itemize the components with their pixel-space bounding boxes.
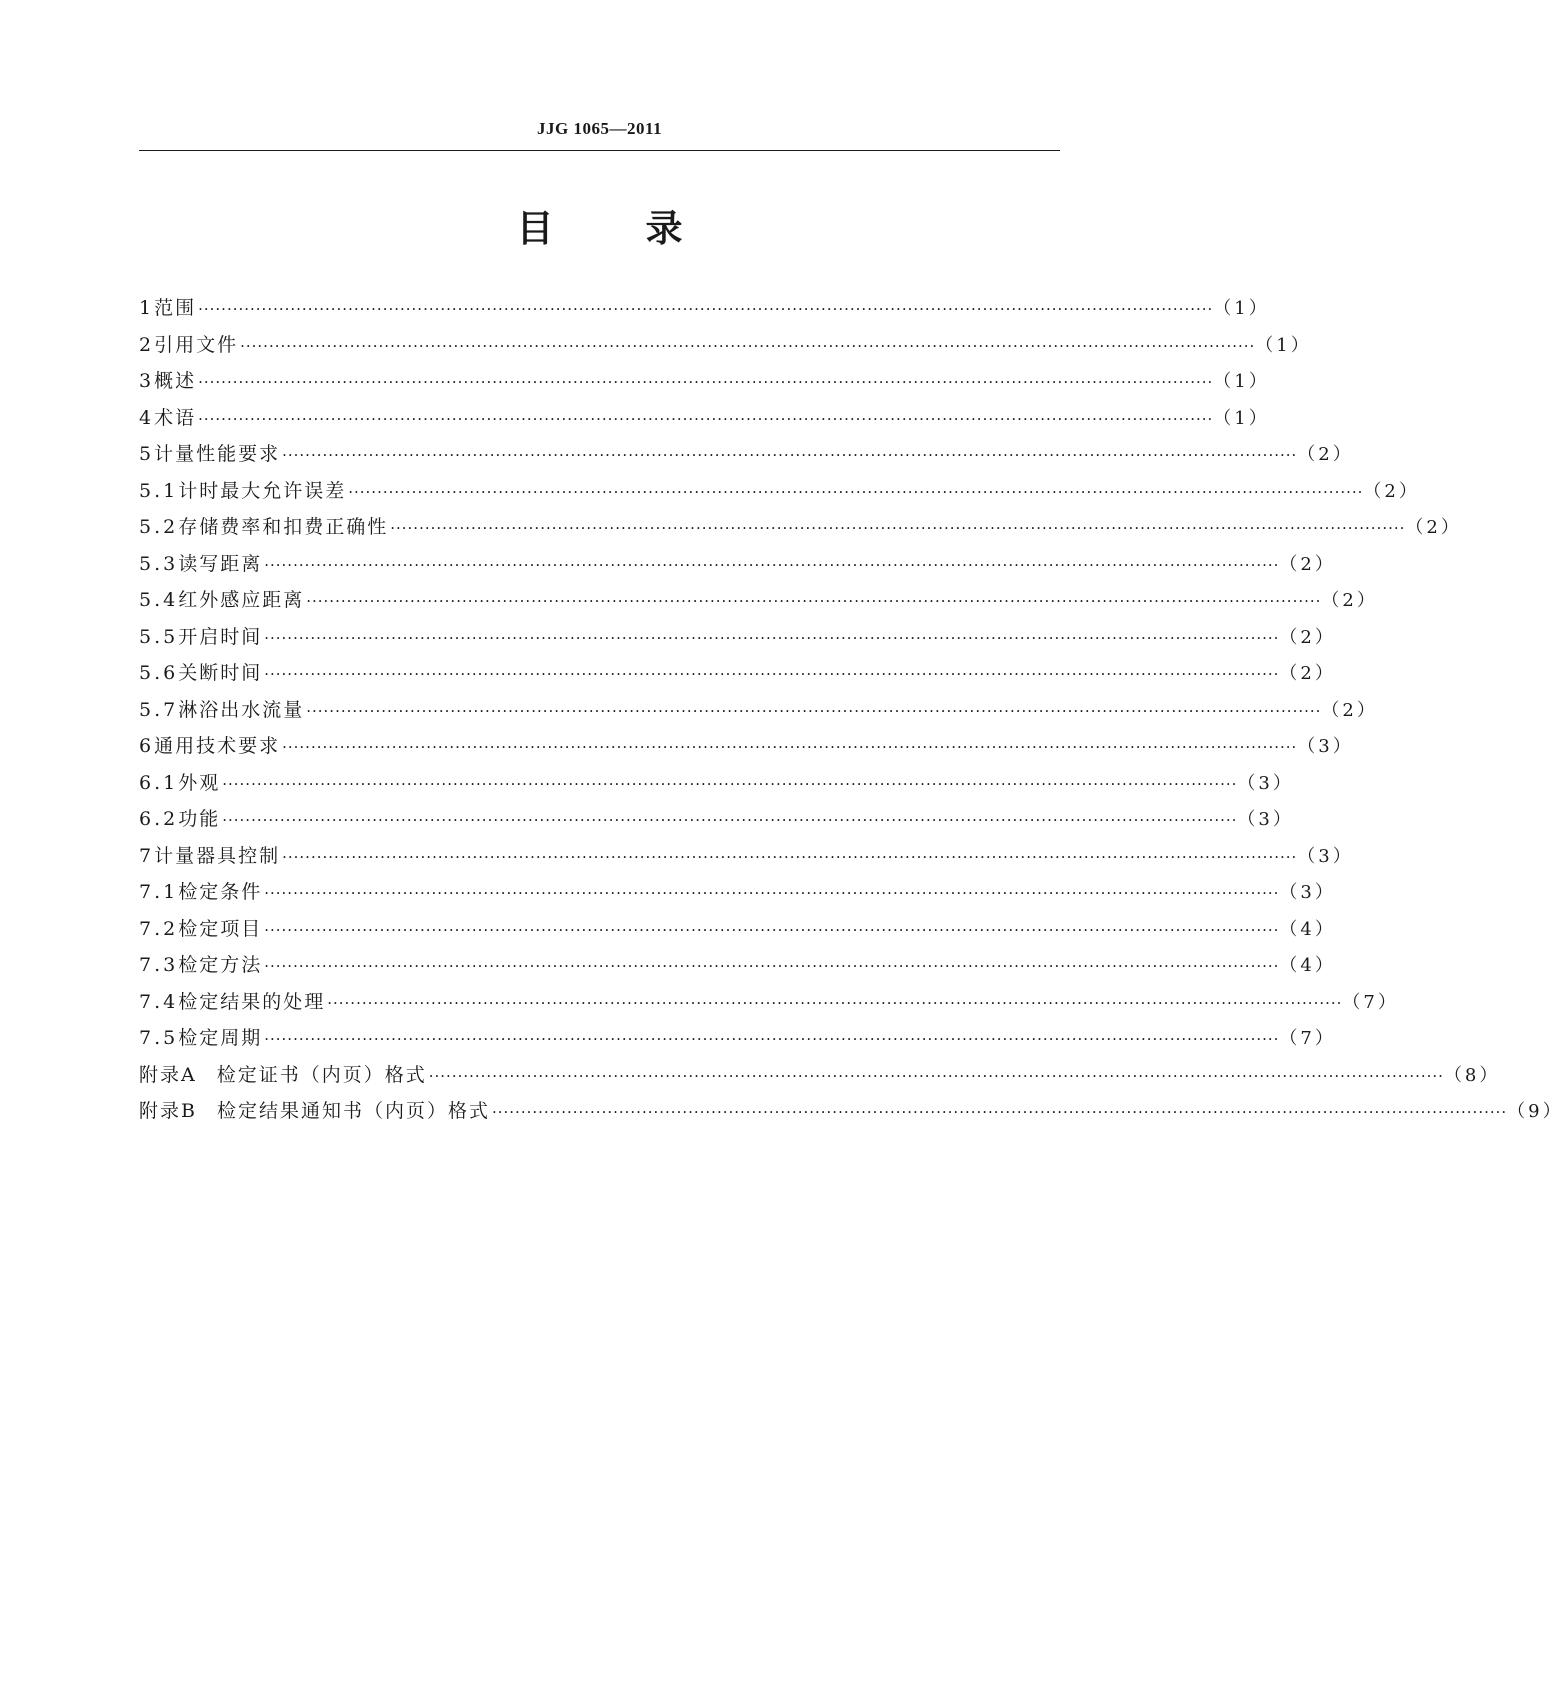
toc-entry-6[interactable] <box>139 728 1354 765</box>
toc-entry-title: 检定项目 <box>178 917 263 940</box>
toc-entry-page: （2） <box>1279 553 1336 575</box>
toc-leader-dots <box>306 693 1321 730</box>
toc-entry-number: 7.2 <box>139 917 179 940</box>
toc-leader-dots <box>264 912 1279 949</box>
toc-entry-title: 检定周期 <box>178 1027 263 1049</box>
toc-entry-page: （1） <box>1213 407 1270 429</box>
toc-entry-title: 关断时间 <box>178 662 263 684</box>
toc-entry-title: 检定证书（内页）格式 <box>216 1063 427 1086</box>
toc-entry-number: 7.3 <box>139 954 179 976</box>
toc-entry-number: 7.4 <box>139 990 179 1013</box>
toc-entry-page: （7） <box>1279 1028 1336 1049</box>
toc-entry-number: 7 <box>139 844 155 867</box>
toc-entry-page: （1） <box>1213 298 1270 319</box>
toc-entry-number: 5.7 <box>139 698 179 721</box>
toc-leader-dots <box>282 437 1297 474</box>
toc-entry-page: （8） <box>1443 1064 1501 1086</box>
toc-entry-5-1[interactable] <box>139 473 1420 510</box>
toc-entry-title: 引用文件 <box>154 333 239 356</box>
toc-entry-title: 范围 <box>154 297 197 319</box>
toc-entry-title: 概述 <box>154 370 197 392</box>
toc-leader-dots <box>198 401 1213 438</box>
toc-entry-3[interactable] <box>139 363 1270 400</box>
toc-entry-number: 6.1 <box>139 771 179 794</box>
toc-entry-5-7[interactable] <box>139 692 1378 729</box>
toc-entry-page: （3） <box>1297 736 1354 757</box>
toc-entry-page: （1） <box>1255 334 1312 356</box>
toc-entry-5-4[interactable] <box>139 582 1378 619</box>
toc-leader-dots <box>264 656 1279 693</box>
toc-entry-page: （4） <box>1279 955 1336 976</box>
toc-entry-5-3[interactable] <box>139 546 1336 583</box>
toc-entry-title: 计量性能要求 <box>154 443 281 465</box>
toc-leader-dots <box>264 547 1279 584</box>
toc-entry-appendix-b[interactable] <box>139 1093 1564 1130</box>
toc-entry-page: （2） <box>1279 626 1336 648</box>
toc-entry-5-2[interactable] <box>139 509 1462 546</box>
page-title-left: 目 <box>516 206 554 250</box>
toc-leader-dots <box>282 839 1297 876</box>
header-rule <box>139 150 1060 151</box>
toc-entry-6-1[interactable] <box>139 765 1294 802</box>
toc-entry-page: （2） <box>1297 444 1354 465</box>
toc-leader-dots <box>390 510 1405 547</box>
toc-entry-7-1[interactable] <box>139 874 1336 911</box>
toc-entry-title: 读写距离 <box>178 552 263 575</box>
page-title <box>139 203 1060 253</box>
toc-entry-number: 5.1 <box>139 479 179 502</box>
toc-entry-page: （2） <box>1363 480 1420 502</box>
toc-entry-appendix-a[interactable] <box>139 1057 1501 1094</box>
toc-entry-title: 计量器具控制 <box>154 844 281 867</box>
toc-leader-dots <box>327 985 1342 1022</box>
toc-entry-title: 开启时间 <box>178 625 263 648</box>
toc-leader-dots <box>264 620 1279 657</box>
toc-entry-number: 6 <box>139 735 155 757</box>
toc-leader-dots <box>264 1021 1279 1058</box>
toc-entry-number: 4 <box>139 406 155 429</box>
toc-entry-page: （4） <box>1279 918 1336 940</box>
toc-entry-number: 3 <box>139 370 155 392</box>
toc-entry-number: 2 <box>139 333 155 356</box>
toc-entry-number: 6.2 <box>139 808 179 830</box>
toc-entry-7-5[interactable] <box>139 1020 1336 1057</box>
toc-leader-dots <box>240 328 1255 365</box>
toc-entry-page: （3） <box>1297 845 1354 867</box>
toc-entry-page: （1） <box>1213 371 1270 392</box>
toc-entry-title: 功能 <box>178 808 221 830</box>
toc-entry-5[interactable] <box>139 436 1354 473</box>
toc-entry-7-4[interactable] <box>139 984 1399 1021</box>
toc-entry-5-5[interactable] <box>139 619 1336 656</box>
toc-entry-title: 计时最大允许误差 <box>178 479 347 502</box>
toc-entry-number: 5.5 <box>139 625 179 648</box>
toc-entry-number: 5.6 <box>139 662 179 684</box>
toc-entry-page: （2） <box>1321 590 1378 611</box>
toc-leader-dots <box>198 364 1213 401</box>
toc-entry-number: 5 <box>139 443 155 465</box>
toc-entry-title: 检定结果的处理 <box>178 990 326 1013</box>
toc-entry-page: （7） <box>1342 991 1399 1013</box>
toc-entry-title: 检定结果通知书（内页）格式 <box>216 1100 490 1122</box>
toc-entry-number: 5.2 <box>139 516 179 538</box>
toc-leader-dots <box>492 1094 1507 1131</box>
toc-leader-dots <box>222 766 1237 803</box>
table-of-contents <box>139 290 1564 1130</box>
toc-entry-page: （9） <box>1507 1101 1564 1122</box>
toc-leader-dots <box>264 948 1279 985</box>
toc-entry-page: （3） <box>1279 882 1336 903</box>
toc-entry-title: 检定条件 <box>178 881 263 903</box>
toc-entry-7[interactable] <box>139 838 1354 875</box>
toc-entry-number: 7.1 <box>139 881 179 903</box>
toc-entry-7-2[interactable] <box>139 911 1336 948</box>
toc-entry-title: 红外感应距离 <box>178 589 305 611</box>
toc-entry-title: 淋浴出水流量 <box>178 698 305 721</box>
toc-entry-title: 外观 <box>178 771 221 794</box>
toc-appendix-label: 附录B <box>139 1100 197 1122</box>
toc-entry-6-2[interactable] <box>139 801 1294 838</box>
toc-entry-page: （3） <box>1237 772 1294 794</box>
toc-leader-dots <box>282 729 1297 766</box>
toc-entry-5-6[interactable] <box>139 655 1336 692</box>
toc-entry-number: 5.3 <box>139 552 179 575</box>
toc-entry-number: 5.4 <box>139 589 179 611</box>
toc-entry-2[interactable] <box>139 327 1312 364</box>
page-title-right: 录 <box>645 206 683 250</box>
toc-entry-title: 检定方法 <box>178 954 263 976</box>
toc-entry-number: 1 <box>139 297 155 319</box>
toc-entry-page: （2） <box>1321 699 1378 721</box>
toc-entry-1[interactable] <box>139 290 1270 327</box>
toc-leader-dots <box>222 802 1237 839</box>
toc-appendix-label: 附录A <box>139 1063 197 1086</box>
toc-entry-number: 7.5 <box>139 1027 179 1049</box>
toc-leader-dots <box>198 291 1213 328</box>
toc-entry-title: 存储费率和扣费正确性 <box>178 516 389 538</box>
toc-entry-4[interactable] <box>139 400 1270 437</box>
document-code-header: JJG 1065—2011 <box>536 119 663 138</box>
toc-entry-page: （2） <box>1279 663 1336 684</box>
toc-entry-title: 通用技术要求 <box>154 735 281 757</box>
toc-leader-dots <box>306 583 1321 620</box>
toc-entry-page: （3） <box>1237 809 1294 830</box>
toc-leader-dots <box>348 474 1363 511</box>
toc-leader-dots <box>429 1058 1444 1095</box>
toc-entry-title: 术语 <box>154 406 197 429</box>
toc-entry-7-3[interactable] <box>139 947 1336 984</box>
toc-leader-dots <box>264 875 1279 912</box>
toc-entry-page: （2） <box>1405 517 1462 538</box>
